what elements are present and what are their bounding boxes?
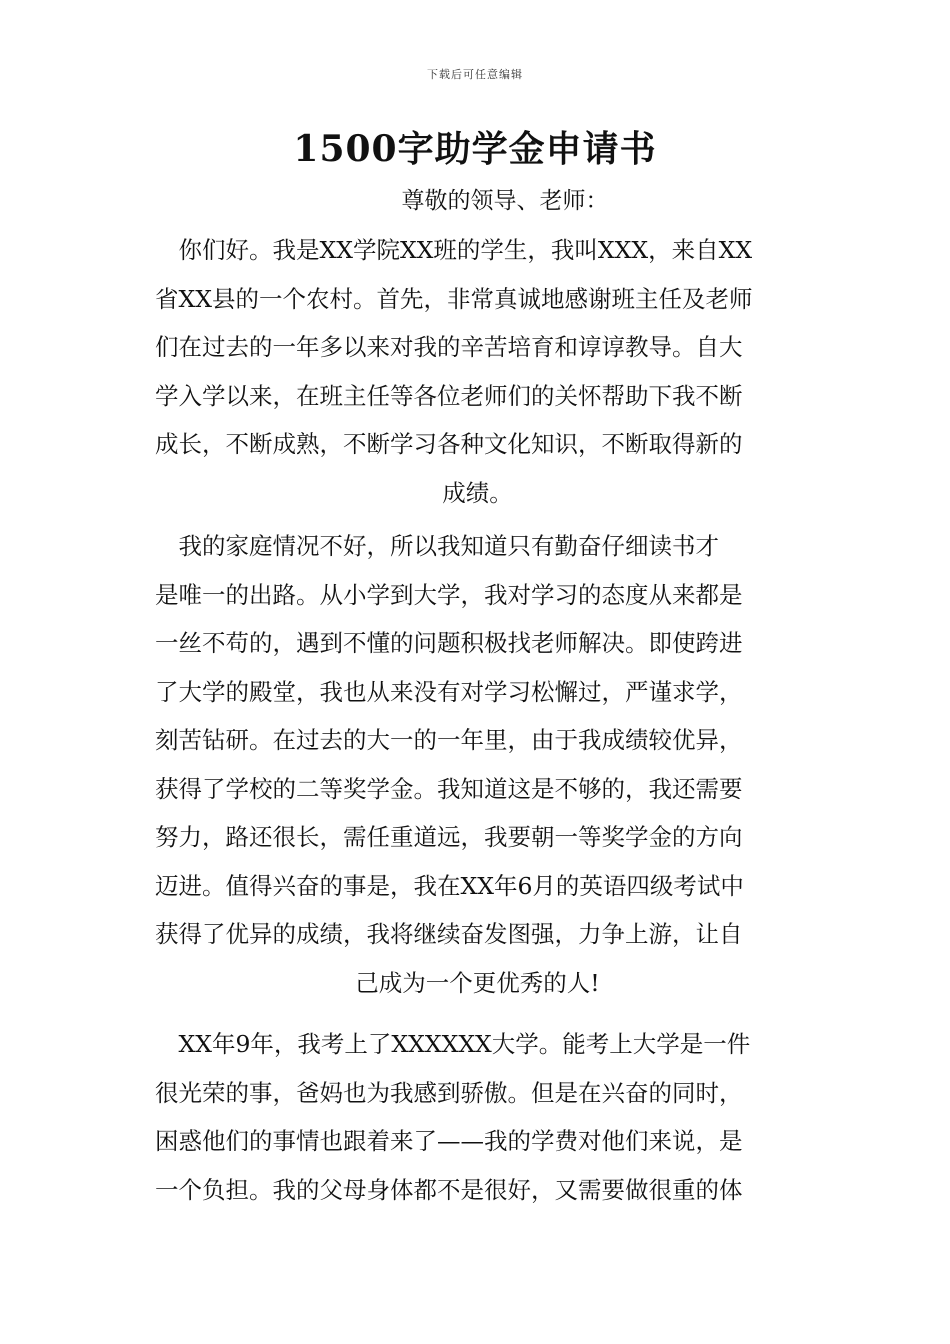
paragraph-line: 获得了优异的成绩，我将继续奋发图强，力争上游，让自 (155, 920, 743, 948)
paragraph-line: 我的家庭情况不好，所以我知道只有勤奋仔细读书才 (155, 532, 719, 560)
paragraph-line: 努力，路还很长，需任重道远，我要朝一等奖学金的方向 (155, 823, 743, 851)
document-title: 1500字助学金申请书 (293, 128, 657, 170)
paragraph-line: 刻苦钻研。在过去的大一的一年里，由于我成绩较优异， (155, 726, 743, 754)
paragraph-line: 是唯一的出路。从小学到大学，我对学习的态度从来都是 (155, 580, 743, 609)
paragraph-line: 了大学的殿堂，我也从来没有对学习松懈过，严谨求学， (155, 677, 743, 706)
paragraph-3 (155, 1020, 800, 1214)
paragraph-1 (155, 226, 800, 517)
paragraph-line: 一个负担。我的父母身体都不是很好，又需要做很重的体 (155, 1175, 743, 1204)
paragraph-last-line: 成绩。 (442, 478, 513, 507)
paragraph-line: 获得了学校的二等奖学金。我知道这是不够的，我还需要 (155, 774, 743, 803)
paragraph-last-line: 己成为一个更优秀的人! (355, 968, 600, 997)
paragraph-line: 迈进。值得兴奋的事是，我在XX年6月的英语四级考试中 (155, 871, 744, 900)
paragraph-line: 困惑他们的事情也跟着来了——我的学费对他们来说，是 (155, 1127, 743, 1155)
salutation: 尊敬的领导、老师： (401, 188, 609, 214)
paragraph-line: 省XX县的一个农村。首先，非常真诚地感谢班主任及老师 (155, 284, 753, 313)
paragraph-line: 成长，不断成熟，不断学习各种文化知识，不断取得新的 (155, 430, 743, 458)
paragraph-2 (155, 522, 800, 1007)
paragraph-line: 们在过去的一年多以来对我的辛苦培育和谆谆教导。自大 (155, 333, 743, 361)
paragraph-line: XX年9年，我考上了XXXXXX大学。能考上大学是一件 (155, 1030, 751, 1058)
paragraph-line: 学入学以来，在班主任等各位老师们的关怀帮助下我不断 (155, 381, 743, 410)
paragraph-line: 你们好。我是XX学院XX班的学生，我叫XXX，来自XX (155, 236, 753, 264)
header-note: 下载后可任意编辑 (427, 68, 523, 81)
paragraph-line: 很光荣的事，爸妈也为我感到骄傲。但是在兴奋的同时， (155, 1078, 743, 1107)
paragraph-line: 一丝不苟的，遇到不懂的问题积极找老师解决。即使跨进 (155, 629, 743, 657)
